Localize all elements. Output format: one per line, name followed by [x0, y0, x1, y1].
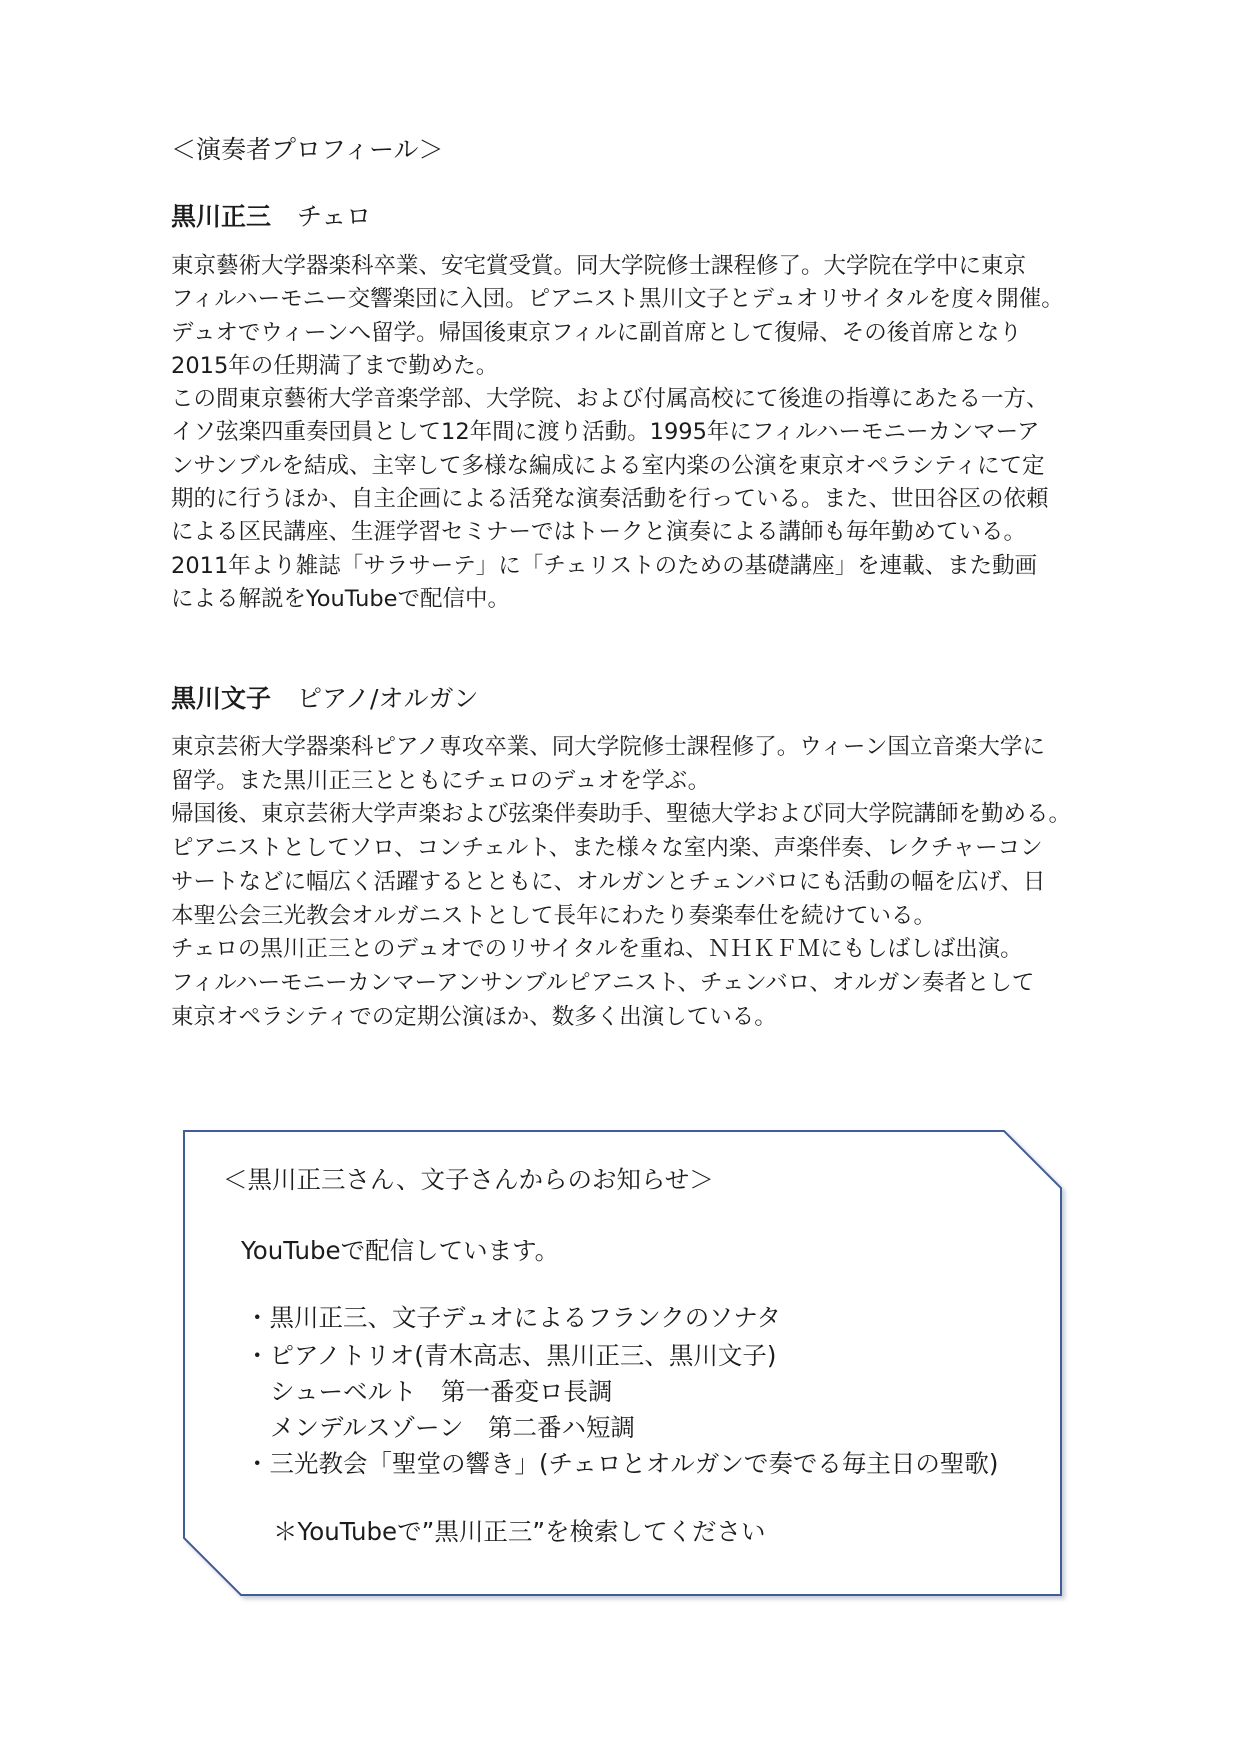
bio-line: 東京芸術大学器楽科ピアノ専攻卒業、同大学院修士課程修了。ウィーン国立音楽大学に	[171, 734, 1045, 760]
notice-list-item: ・三光教会「聖堂の響き」(チェロとオルガンで奏でる毎主日の聖歌)	[245, 1449, 999, 1478]
bio-line: による区民講座、生涯学習セミナーではトークと演奏による講師も毎年勤めている。	[171, 519, 1027, 546]
bio-line: イソ弦楽四重奏団員として12年間に渡り活動。1995年にフィルハーモニーカンマーア	[171, 419, 1040, 446]
notice-list-item: ・ピアノトリオ(青木高志、黒川正三、黒川文子)	[245, 1341, 777, 1370]
bio-line: 本聖公会三光教会オルガニストとして長年にわたり奏楽奉仕を続けている。	[171, 902, 937, 929]
bio-line: この間東京藝術大学音楽学部、大学院、および付属高校にて後進の指導にあたる一方、	[171, 386, 1049, 413]
bio-line: 東京藝術大学器楽科卒業、安宅賞受賞。同大学院修士課程修了。大学院在学中に東京	[171, 253, 1027, 279]
bio-line: 帰国後、東京芸術大学声楽および弦楽伴奏助手、聖徳大学および同大学院講師を勤める。	[171, 801, 1072, 828]
performer-heading-cello	[171, 200, 371, 234]
notice-list-item: ・黒川正三、文子デュオによるフランクのソナタ	[245, 1303, 782, 1332]
notice-box	[183, 1130, 1062, 1596]
notice-title: ＜黒川正三さん、文子さんからのお知らせ＞	[223, 1165, 714, 1194]
bio-line: 2011年より雑誌「サラサーテ」に「チェリストのための基礎講座」を連載、また動画	[171, 552, 1038, 579]
bio-line: チェロの黒川正三とのデュオでのリサイタルを重ね、ＮＨＫＦＭにもしばしば出演。	[171, 936, 1023, 963]
bio-line: 2015年の任期満了まで勤めた。	[171, 352, 499, 379]
bio-line: デュオでウィーンへ留学。帰国後東京フィルに副首席として復帰、その後首席となり	[171, 319, 1022, 346]
notice-intro: YouTubeで配信しています。	[241, 1236, 560, 1265]
bio-line: フィルハーモニーカンマーアンサンブルピアニスト、チェンバロ、オルガン奏者として	[171, 969, 1035, 996]
bio-line: 東京オペラシティでの定期公演ほか、数多く出演している。	[171, 1003, 777, 1030]
bio-line: ピアニストとしてソロ、コンチェルト、また様々な室内楽、声楽伴奏、レクチャーコン	[171, 835, 1043, 862]
bio-line: 留学。また黒川正三とともにチェロのデュオを学ぶ。	[171, 767, 711, 794]
bio-line: サートなどに幅広く活躍するとともに、オルガンとチェンバロにも活動の幅を広げ、日	[171, 868, 1046, 895]
performer-name: 黒川文子	[171, 684, 272, 713]
notice-sub-item: メンデルスゾーン 第二番ハ短調	[270, 1413, 636, 1442]
performer-heading-piano	[171, 682, 478, 716]
bio-line: ンサンブルを結成、主宰して多様な編成による室内楽の公演を東京オペラシティにて定	[171, 452, 1045, 479]
notice-search-note: ＊YouTubeで”黒川正三”を検索してください	[273, 1517, 766, 1546]
performer-name: 黒川正三	[171, 202, 272, 231]
bio-line: 期的に行うほか、自主企画による活発な演奏活動を行っている。また、世田谷区の依頼	[171, 486, 1049, 513]
performer-bio-cello	[171, 250, 1064, 616]
performer-instrument: チェロ	[297, 202, 372, 231]
performer-bio-piano	[171, 731, 1071, 1034]
section-heading: ＜演奏者プロフィール＞	[171, 135, 444, 164]
bio-line: による解説をYouTubeで配信中。	[171, 585, 510, 612]
notice-sub-item: シューベルト 第一番変ロ長調	[270, 1377, 613, 1406]
performer-instrument: ピアノ/オルガン	[297, 684, 479, 713]
bio-line: フィルハーモニー交響楽団に入団。ピアニスト黒川文子とデュオリサイタルを度々開催。	[171, 286, 1064, 313]
